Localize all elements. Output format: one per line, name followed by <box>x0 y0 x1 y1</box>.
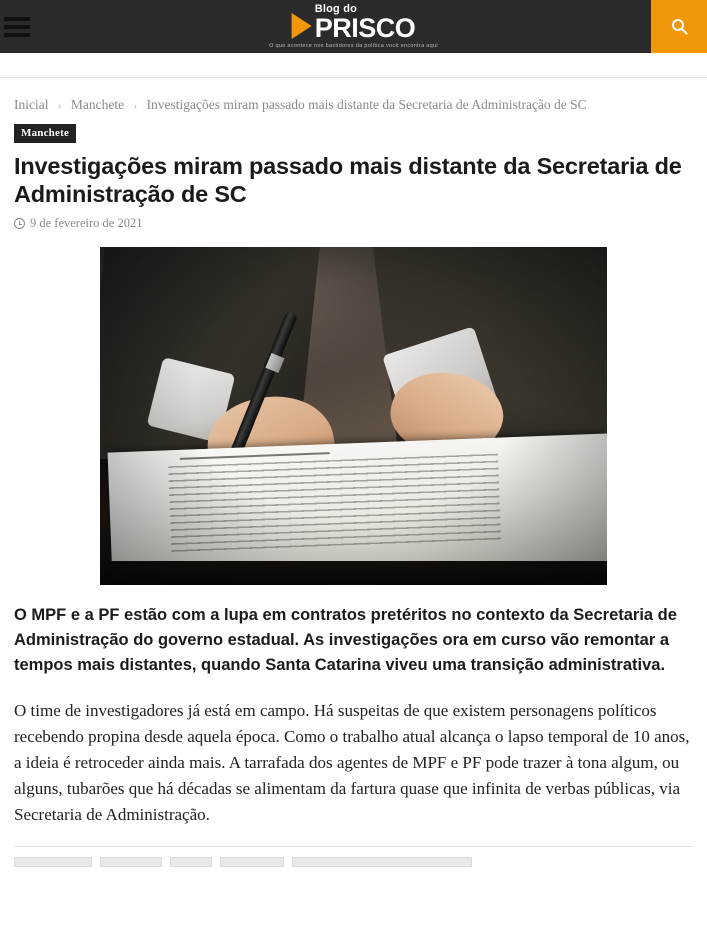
breadcrumb-category[interactable]: Manchete <box>70 97 125 112</box>
post-meta <box>14 216 693 231</box>
hamburger-bar <box>4 33 30 37</box>
breadcrumb-home[interactable]: Inicial <box>14 97 49 112</box>
image-vignette <box>100 247 607 585</box>
tag-item[interactable] <box>14 857 92 867</box>
breadcrumb <box>14 78 693 123</box>
post-paragraph: O time de investigadores já está em campo. Há suspeitas de que existem personagens políticos recebendo propina desde aquela época. Como o trabalho atual alcança o lapso temporal de 10 anos, a ideia é retroceder ainda mais. A tarrafada dos agentes de MPF e PF pode trazer à tona algum, ou alguns, tubarões que há décadas se alimentam da fartura quase que infinita de verbas públicas, via Secretaria de Administração. <box>14 701 690 824</box>
logo-big-text: PRISCO <box>314 13 416 44</box>
logo-small-text: Blog do <box>314 3 358 16</box>
post-image <box>100 247 607 585</box>
post-lead-paragraph: O MPF e a PF estão com a lupa em contratos pretéritos no contexto da Secretaria de Administração do governo estadual. As investigações ora em curso vão remontar a tempos mais distantes, quando Santa Catarina viveu uma transição administrativa. <box>14 606 677 674</box>
logo-text <box>315 3 416 42</box>
page-title: Investigações miram passado mais distante da Secretaria de Administração de SC <box>14 153 682 207</box>
breadcrumb-separator-icon: › <box>133 100 138 112</box>
tag-item[interactable] <box>100 857 162 867</box>
tag-item[interactable] <box>220 857 284 867</box>
logo-row <box>292 3 416 42</box>
hamburger-bar <box>4 25 30 29</box>
tag-list <box>14 846 693 867</box>
breadcrumb-separator-icon: › <box>57 100 62 112</box>
tag-item[interactable] <box>170 857 212 867</box>
post-date: 9 de fevereiro de 2021 <box>30 216 143 230</box>
main-content <box>0 78 707 867</box>
clock-icon <box>14 218 25 229</box>
category-badge[interactable]: Manchete <box>14 124 76 143</box>
tag-item[interactable] <box>292 857 472 867</box>
site-logo[interactable] <box>269 0 438 53</box>
logo-tagline: O que acontece nos bastidores da política você encontra aqui <box>269 43 438 50</box>
breadcrumb-current: Investigações miram passado mais distante da Secretaria de Administração de SC <box>146 97 587 112</box>
search-icon <box>671 18 688 35</box>
hamburger-icon[interactable] <box>0 0 52 53</box>
search-button[interactable] <box>651 0 707 53</box>
hamburger-bar <box>4 17 30 21</box>
play-triangle-icon <box>292 13 312 39</box>
post-figure <box>14 247 693 585</box>
site-header <box>0 0 707 53</box>
